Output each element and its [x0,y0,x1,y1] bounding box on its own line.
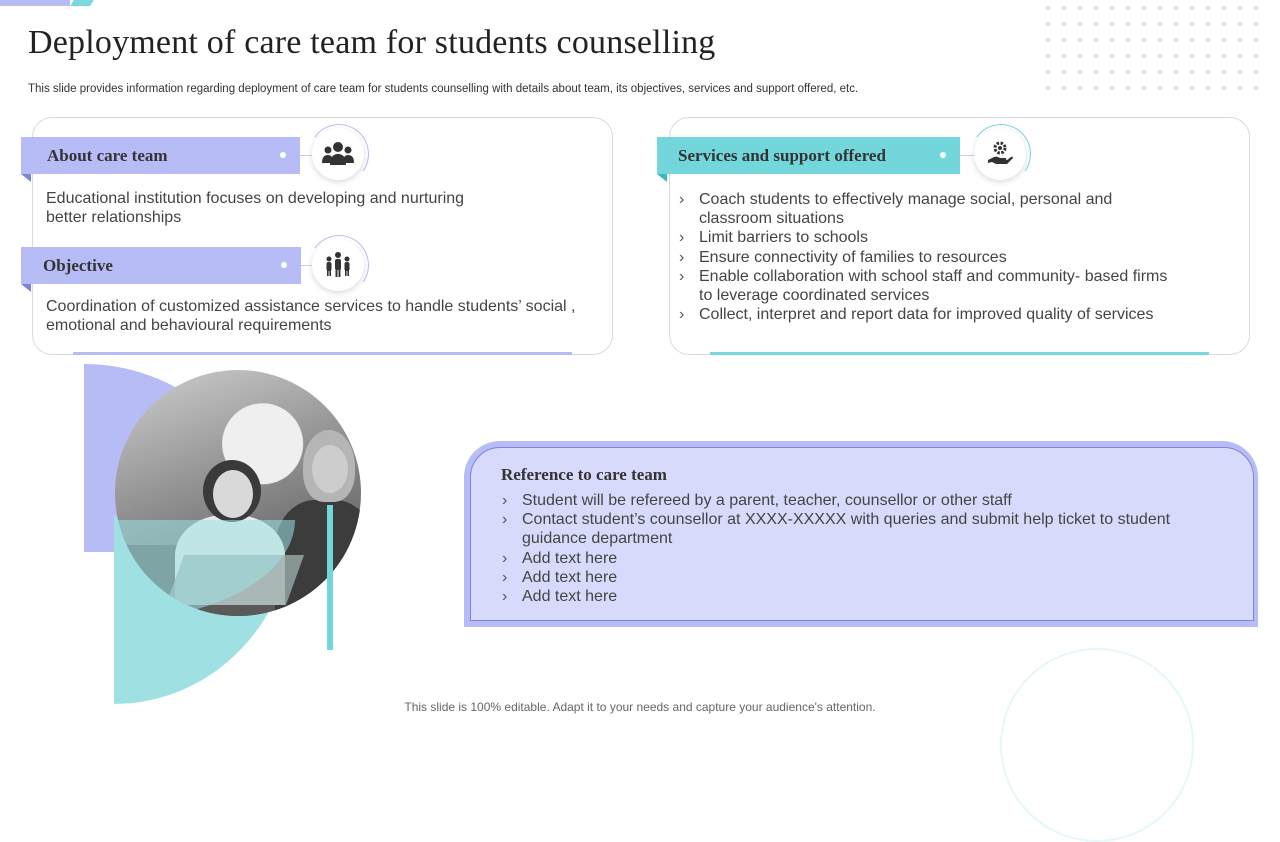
reference-list [502,491,1202,606]
dot-pattern [1040,0,1260,95]
reference-heading: Reference to care team [501,465,667,484]
decorative-teal-bar [327,505,333,650]
group-people-icon [312,239,364,291]
services-item: › Collect, interpret and report data for improved quality of services [679,305,1179,324]
about-care-team-ribbon [21,137,300,174]
card-underline [73,352,572,355]
ribbon-fold [21,174,31,182]
services-heading: Services and support offered [678,145,886,165]
services-ribbon [657,137,960,174]
reference-item: › Add text here [502,587,1202,606]
card-underline [710,352,1209,355]
objective-text: Coordination of customized assistance services to handle students’ social , emotional and behavioural requirements [46,298,576,334]
services-list [679,190,1179,324]
services-item: › Enable collaboration with school staff and community- based firms to leverage coordinated services [679,267,1179,305]
objective-ribbon [21,247,301,284]
decorative-circle [1000,648,1194,842]
reference-item: › Add text here [502,549,1202,568]
services-item: › Limit barriers to schools [679,228,1179,247]
objective-heading: Objective [43,255,113,275]
team-icon [312,128,364,180]
ribbon-fold [657,174,667,182]
services-item: › Coach students to effectively manage social, personal and classroom situations [679,190,1179,228]
ribbon-dot [281,262,287,268]
reference-item: › Contact student’s counsellor at XXXX-XXXXX with queries and submit help ticket to student guidance department [502,510,1202,548]
about-care-team-text: Educational institution focuses on developing and nurturing better relationships [46,190,465,226]
top-accent-lavender [0,0,70,6]
page-title: Deployment of care team for students counselling [28,24,716,61]
footer-note: This slide is 100% editable. Adapt it to your needs and capture your audience's attention. [404,700,876,714]
reference-item: › Student will be refereed by a parent, teacher, counsellor or other staff [502,491,1202,510]
reference-item: › Add text here [502,568,1202,587]
page-subtitle: This slide provides information regarding deployment of care team for students counselling with details about team, its objectives, services and support offered, etc. [28,83,859,95]
ribbon-fold [21,284,31,292]
about-care-team-heading: About care team [47,145,168,165]
ribbon-dot [940,152,946,158]
hand-gear-icon [974,128,1026,180]
top-accent-teal [70,0,93,6]
services-item: › Ensure connectivity of families to resources [679,248,1179,267]
ribbon-dot [280,152,286,158]
